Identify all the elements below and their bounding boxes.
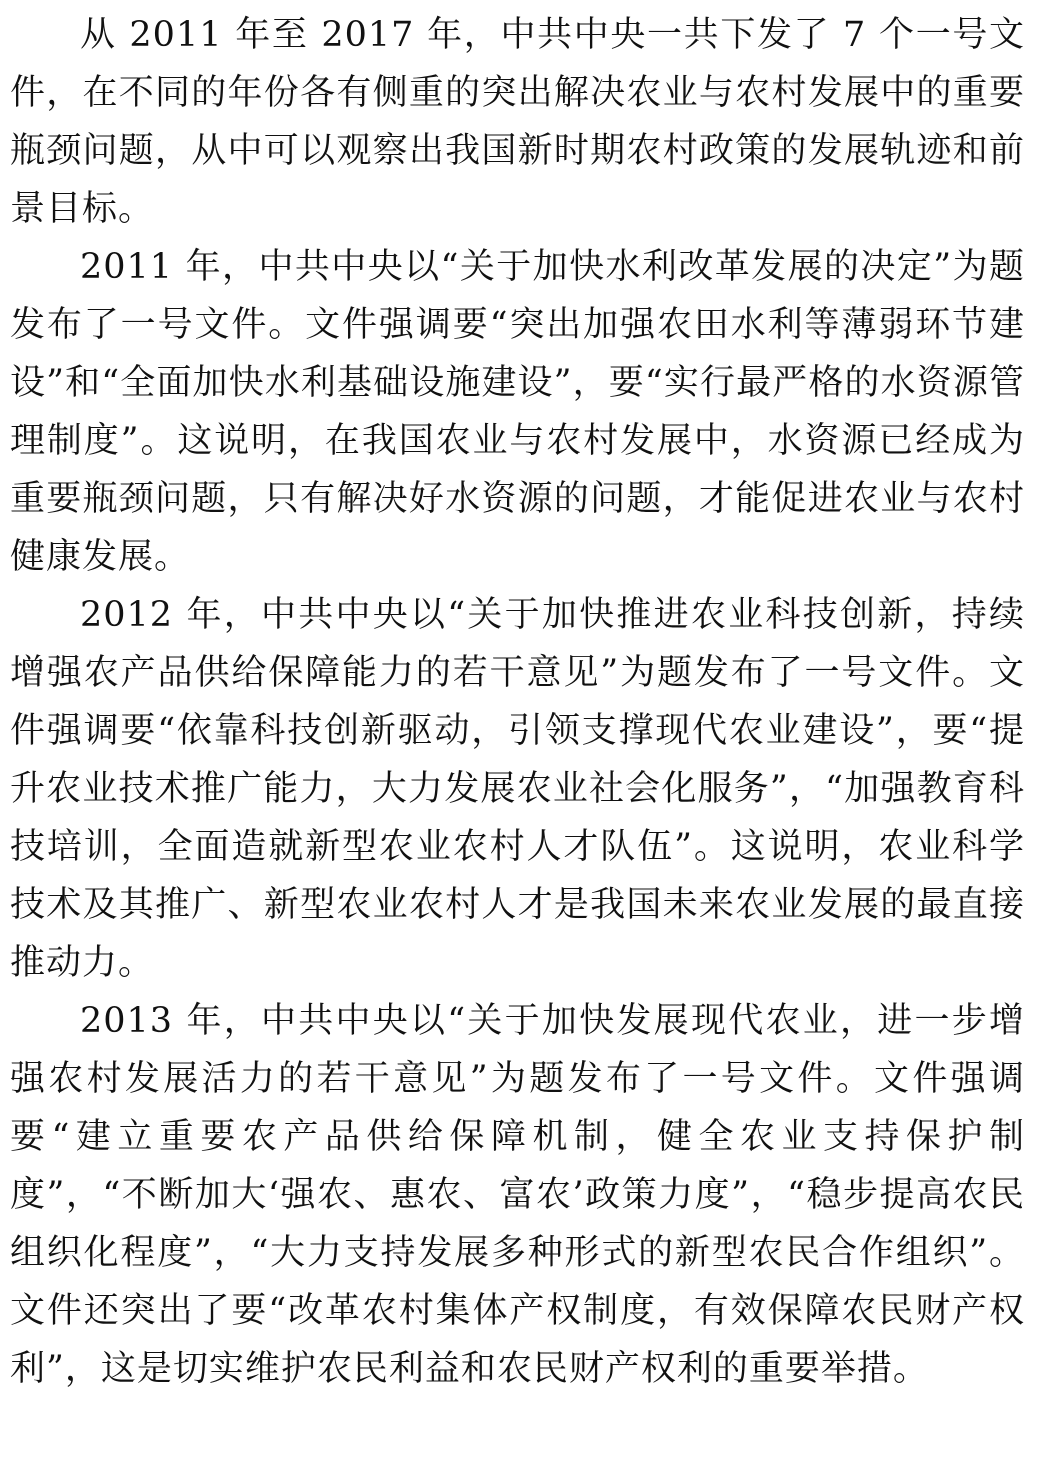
paragraph-2011: 2011 年，中共中央以“关于加快水利改革发展的决定”为题发布了一号文件。文件强调要“突出加强农田水利等薄弱环节建设”和“全面加快水利基础设施建设”，要“实行最严格的水资源管理制度”。这说明，在我国农业与农村发展中，水资源已经成为重要瓶颈问题，只有解决好水资源的问题，才能促进农业与农村健康发展。	[10, 247, 1025, 577]
paragraph-intro: 从 2011 年至 2017 年，中共中央一共下发了 7 个一号文件，在不同的年份各有侧重的突出解决农业与农村发展中的重要瓶颈问题，从中可以观察出我国新时期农村政策的发展轨迹和前景目标。	[10, 15, 1025, 229]
paragraph-2013: 2013 年，中共中央以“关于加快发展现代农业，进一步增强农村发展活力的若干意见”为题发布了一号文件。文件强调要“建立重要农产品供给保障机制，健全农业支持保护制度”，“不断加大‘强农、惠农、富农’政策力度”，“稳步提高农民组织化程度”，“大力支持发展多种形式的新型农民合作组织”。文件还突出了要“改革农村集体产权制度，有效保障农民财产权利”，这是切实维护农民利益和农民财产权利的重要举措。	[10, 1001, 1025, 1389]
paragraph-2012: 2012 年，中共中央以“关于加快推进农业科技创新，持续增强农产品供给保障能力的若干意见”为题发布了一号文件。文件强调要“依靠科技创新驱动，引领支撑现代农业建设”，要“提升农业技术推广能力，大力发展农业社会化服务”，“加强教育科技培训，全面造就新型农业农村人才队伍”。这说明，农业科学技术及其推广、新型农业农村人才是我国未来农业发展的最直接推动力。	[10, 595, 1025, 983]
